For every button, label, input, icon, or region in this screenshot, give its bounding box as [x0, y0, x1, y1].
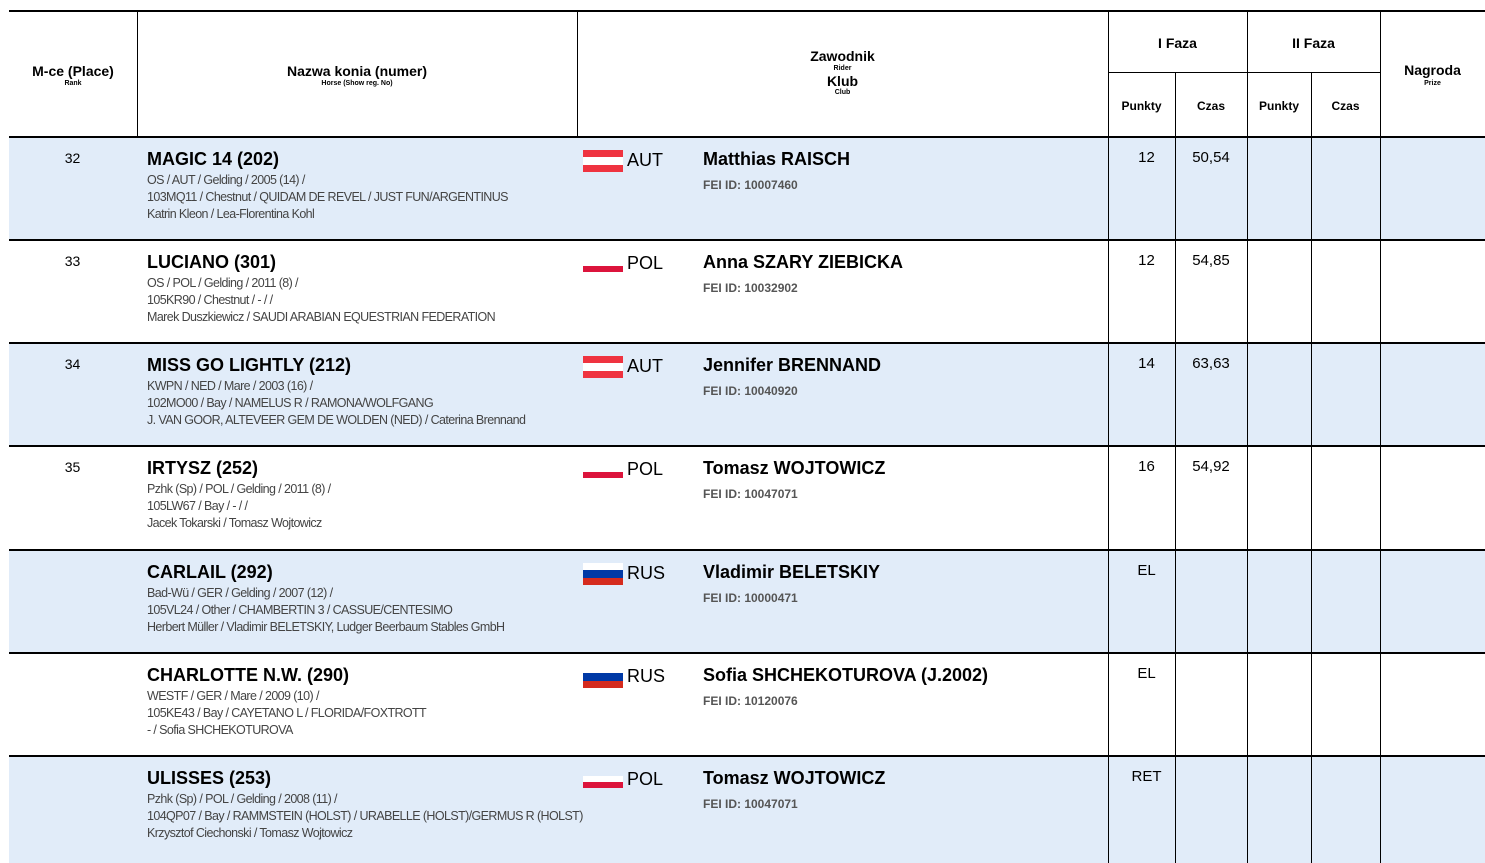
- table-row: [9, 447, 1485, 551]
- table-row: [9, 138, 1485, 241]
- phase1-time: 50,54: [1192, 149, 1230, 166]
- rider-name: Sofia SHCHEKOTUROVA (J.2002): [703, 665, 989, 685]
- horse-info: Bad-Wü / GER / Gelding / 2007 (12) / 105VL24 / Other / CHAMBERTIN 3 / CASSUE/CENTESIMO Herbert Müller / Vladimir BELETSKIY, Ludger Beerbaum Stables GmbH: [147, 586, 505, 634]
- table-row: [9, 757, 1485, 863]
- phase1-points: RET: [1131, 768, 1162, 785]
- rider-name: Matthias RAISCH: [703, 149, 851, 169]
- phase1-points: EL: [1137, 665, 1156, 682]
- header-horse-sub: Horse (Show reg. No): [321, 80, 393, 87]
- table-row: [9, 551, 1485, 654]
- russia-flag-icon: [583, 666, 623, 688]
- rider-name: Vladimir BELETSKIY: [703, 562, 881, 582]
- phase1-points: 14: [1138, 355, 1155, 372]
- phase1-points: 12: [1138, 149, 1155, 166]
- rank: 32: [64, 150, 81, 166]
- horse-name: MISS GO LIGHTLY (212): [147, 355, 352, 375]
- phase1-time: 54,85: [1192, 252, 1230, 269]
- horse-info: OS / POL / Gelding / 2011 (8) / 105KR90 / Chestnut / - / / Marek Duszkiewicz / SAUDI ARABIAN EQUESTRIAN FEDERATION: [147, 276, 496, 324]
- rider-name: Tomasz WOJTOWICZ: [703, 768, 886, 788]
- header-prize: Nagroda: [1404, 62, 1461, 78]
- rank: 33: [64, 253, 81, 269]
- header-points-2: Punkty: [1258, 99, 1299, 113]
- header-phase-1: I Faza: [1158, 35, 1197, 51]
- header-rider-sub: Rider: [833, 65, 852, 72]
- fei-id: FEI ID: 10000471: [703, 591, 798, 605]
- phase1-time: 54,92: [1192, 458, 1230, 475]
- header-club-sub: Club: [834, 89, 851, 96]
- horse-name: IRTYSZ (252): [147, 458, 259, 478]
- nation-code: AUT: [627, 150, 663, 170]
- horse-name: LUCIANO (301): [147, 252, 277, 272]
- poland-flag-icon: [583, 260, 623, 272]
- rider-name: Tomasz WOJTOWICZ: [703, 458, 886, 478]
- table-row: [9, 241, 1485, 344]
- austria-flag-icon: [583, 356, 623, 378]
- poland-flag-icon: [583, 776, 623, 788]
- austria-flag-icon: [583, 150, 623, 172]
- header-time-1: Czas: [1196, 99, 1225, 113]
- header-place: M-ce (Place): [32, 63, 114, 79]
- table-header: [9, 10, 1485, 138]
- nation-code: POL: [627, 253, 664, 273]
- header-points-1: Punkty: [1121, 99, 1162, 113]
- rider-name: Anna SZARY ZIEBICKA: [703, 252, 904, 272]
- phase1-points: 16: [1138, 458, 1155, 475]
- phase1-points: 12: [1138, 252, 1155, 269]
- nation-code: AUT: [627, 356, 663, 376]
- table-row: [9, 344, 1485, 447]
- fei-id: FEI ID: 10040920: [703, 384, 798, 398]
- table-row: [9, 654, 1485, 757]
- fei-id: FEI ID: 10047071: [703, 797, 798, 811]
- horse-info: WESTF / GER / Mare / 2009 (10) / 105KE43 / Bay / CAYETANO L / FLORIDA/FOXTROTT - / Sofia SHCHEKOTUROVA: [147, 689, 427, 737]
- nation-code: RUS: [627, 563, 666, 583]
- russia-flag-icon: [583, 563, 623, 585]
- horse-name: MAGIC 14 (202): [147, 149, 280, 169]
- nation-code: POL: [627, 459, 664, 479]
- horse-name: CARLAIL (292): [147, 562, 273, 582]
- nation-code: RUS: [627, 666, 666, 686]
- fei-id: FEI ID: 10047071: [703, 487, 798, 501]
- horse-info: Pzhk (Sp) / POL / Gelding / 2008 (11) / 104QP07 / Bay / RAMMSTEIN (HOLST) / URABELLE (HOLST)/GERMUS R (HOLST) Krzysztof Ciechonski / Tomasz Wojtowicz: [147, 792, 583, 840]
- horse-info: OS / AUT / Gelding / 2005 (14) / 103MQ11 / Chestnut / QUIDAM DE REVEL / JUST FUN/ARGENTINUS Katrin Kleon / Lea-Florentina Kohl: [147, 173, 508, 221]
- phase1-time: 63,63: [1192, 355, 1230, 372]
- header-horse: Nazwa konia (numer): [286, 63, 428, 79]
- poland-flag-icon: [583, 466, 623, 478]
- fei-id: FEI ID: 10007460: [703, 178, 798, 192]
- header-prize-sub: Prize: [1424, 80, 1441, 87]
- rank: 34: [64, 356, 81, 372]
- horse-info: Pzhk (Sp) / POL / Gelding / 2011 (8) / 105LW67 / Bay / - / / Jacek Tokarski / Tomasz Wojtowicz: [147, 482, 331, 530]
- rank: 35: [64, 459, 81, 475]
- fei-id: FEI ID: 10120076: [703, 694, 798, 708]
- header-club: Klub: [826, 73, 859, 89]
- rider-name: Jennifer BRENNAND: [703, 355, 882, 375]
- header-time-2: Czas: [1331, 99, 1360, 113]
- phase1-points: EL: [1137, 562, 1156, 579]
- nation-code: POL: [627, 769, 664, 789]
- fei-id: FEI ID: 10032902: [703, 281, 798, 295]
- horse-info: KWPN / NED / Mare / 2003 (16) / 102MO00 / Bay / NAMELUS R / RAMONA/WOLFGANG J. VAN GOOR, ALTEVEER GEM DE WOLDEN (NED) / Caterina Brennand: [147, 379, 526, 427]
- header-phase-2: II Faza: [1292, 35, 1335, 51]
- horse-name: ULISSES (253): [147, 768, 272, 788]
- header-place-sub: Rank: [64, 80, 82, 87]
- header-rider: Zawodnik: [810, 48, 875, 64]
- horse-name: CHARLOTTE N.W. (290): [147, 665, 350, 685]
